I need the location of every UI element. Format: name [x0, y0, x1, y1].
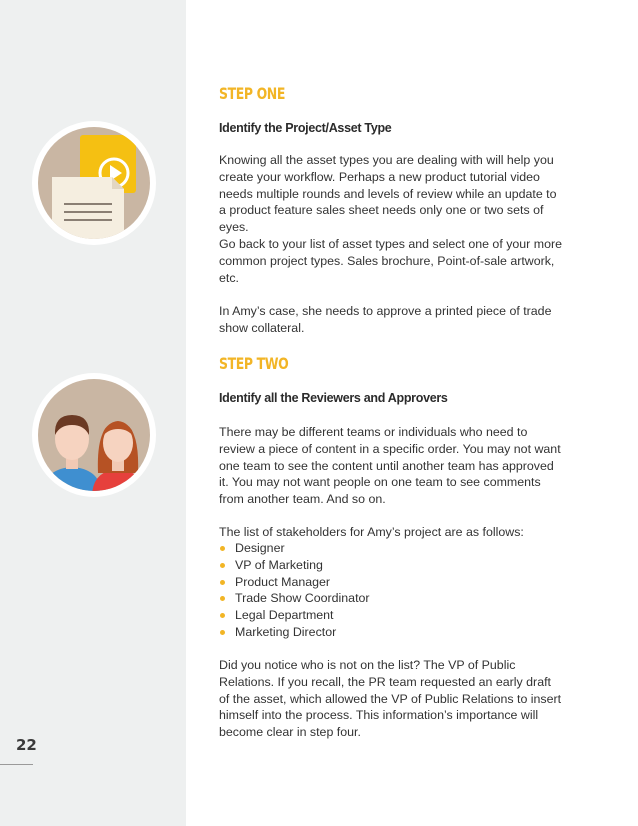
- step-one-subheading: Identify the Project/Asset Type: [219, 121, 392, 135]
- bullet-icon: [220, 613, 225, 618]
- list-item: [219, 607, 564, 624]
- list-item-label: Legal Department: [235, 608, 334, 623]
- step-two-subheading: Identify all the Reviewers and Approvers: [219, 391, 448, 405]
- step-one-paragraph-3: In Amy’s case, she needs to approve a printed piece of trade show collateral.: [219, 304, 552, 335]
- step-two-closing-paragraph: Did you notice who is not on the list? The VP of Public Relations. If you recall, the PR team requested an early draft of the asset, which allowed the VP of Public Relations to insert himself into the process. This information’s importance will become clear in step four.: [219, 658, 562, 740]
- list-item-label: Product Manager: [235, 574, 331, 589]
- step-one-heading: STEP ONE: [219, 84, 285, 103]
- step-one-paragraph-2: Go back to your list of asset types and select one of your more common project types. Sales brochure, Point-of-sale artwork, etc.: [219, 237, 562, 285]
- bullet-icon: [220, 580, 225, 585]
- bullet-icon: [220, 546, 225, 551]
- stakeholder-list: [219, 540, 564, 641]
- list-item: [219, 624, 564, 641]
- reviewers-people-icon: [32, 373, 156, 497]
- list-item-label: VP of Marketing: [235, 557, 323, 572]
- bullet-icon: [220, 563, 225, 568]
- bullet-icon: [220, 630, 225, 635]
- page-number-rule: [0, 764, 33, 765]
- step-two-paragraph-1: There may be different teams or individuals who need to review a piece of content in a specific order. You may not want one team to see the content until another team has approved it. You may not want people on one team to see comments from another team. And so on.: [219, 425, 561, 507]
- document-video-icon: [32, 121, 156, 245]
- step-one-paragraph-1: Knowing all the asset types you are dealing with will help you create your workflow. Perhaps a new product tutorial video needs multiple rounds and levels of review while an update to a product feature sales sheet needs only one or two sets of eyes.: [219, 153, 557, 235]
- list-item: [219, 590, 564, 607]
- bullet-icon: [220, 596, 225, 601]
- list-item: [219, 540, 564, 557]
- list-item-label: Trade Show Coordinator: [235, 591, 370, 606]
- step-two-heading: STEP TWO: [219, 354, 289, 373]
- list-item: [219, 574, 564, 591]
- list-item-label: Marketing Director: [235, 624, 337, 639]
- step-two-paragraph-2: The list of stakeholders for Amy’s project are as follows:: [219, 525, 524, 539]
- page-number: 22: [16, 736, 37, 754]
- list-item-label: Designer: [235, 541, 285, 555]
- list-item: [219, 557, 564, 574]
